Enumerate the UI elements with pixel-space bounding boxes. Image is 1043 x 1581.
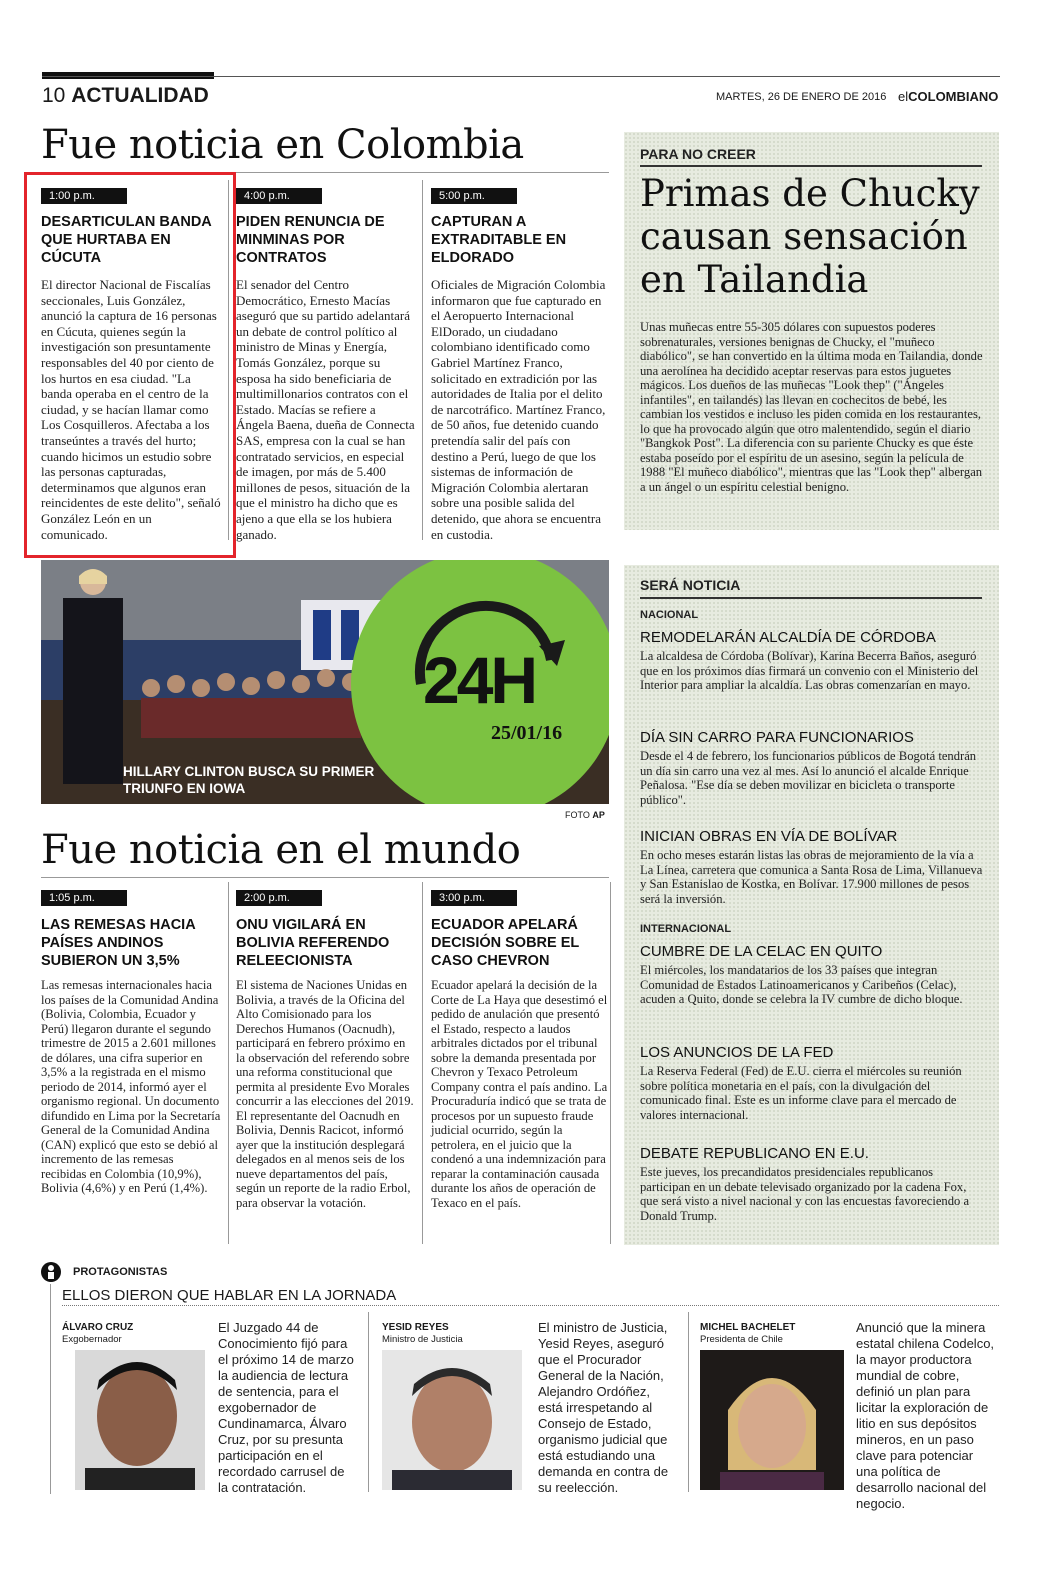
agenda-headline: INICIAN OBRAS EN VÍA DE BOLÍVAR [640,828,898,845]
category-nacional: NACIONAL [640,609,699,621]
story-headline: ONU VIGILARÁ EN BOLIVIA REFERENDO RELEECIONISTA [236,917,390,969]
time-tag: 5:00 p.m. [431,188,517,204]
story-headline: PIDEN RENUNCIA DE MINMINAS POR CONTRATOS [236,214,385,266]
protagonistas-rule-left [50,1284,51,1494]
agenda-body: El miércoles, los mandatarios de los 33 países que integran Comunidad de Estados Latinoamericanos y Caribeños (Celac), acuden a Quito, donde se celebra la IV cumbre de dicho bloque. [640,963,963,1006]
column-divider [228,882,229,1244]
story-body: El director Nacional de Fiscalías seccionales, Luis González, anunció la captura de 16 personas en Cúcuta, quienes según la investigación son presuntamente responsables del 40 por ciento de los hurtos en esa ciudad. "La banda operaba en el centro de la ciudad, y se hacían llamar como Los Cosquilleros. Afectaba a los transeúntes a través del hurto; cuando hicimos un estudio sobre las personas capturadas, determinamos que algunos eran reincidentes de este delito", señaló González León en un comunicado. [41,277,221,542]
agenda-body: La Reserva Federal (Fed) de E.U. cierra el miércoles su reunión sobre política monetaria en el país, con la divulgación del comunicado final. Este es un informe clave para el mercado de valores internacional. [640,1064,962,1122]
agenda-headline: REMODELARÁN ALCALDÍA DE CÓRDOBA [640,629,936,646]
story-body: Las remesas internacionales hacia los países de la Comunidad Andina (Bolivia, Colombia, Ecuador y Perú) llegaron durante el segundo trimestre de 2015 a 2.601 millones de dólares, una cifra superior en 3,5% a la registrada en el mismo periodo de 2014, informó ayer el organismo regional. Un documento difundido en Lima por la Secretaría General de la Comunidad Andina (CAN) explicó que esto se debió al incremento de las remesas recibidas en Colombia (10,9%), Bolivia (4,6%) y en Perú (1,4%). [41,978,221,1195]
photo-credit: FOTO AP [565,810,605,820]
story-body: El sistema de Naciones Unidas en Bolivia, a través de la Oficina del Alto Comisionado para los Derechos Humanos (Oacnudh), participará en febrero próximo en la observación del referendo sobre una reforma constitucional que permita al presidente Evo Morales concurrir a las elecciones del 2019. El representante del Oacnudh en Bolivia, Dennis Racicot, informó ayer que la institución desplegará delegados en al menos seis de los nueve departamentos del país, según un reporte de la radio Erbol, para observar la votación. [236,978,414,1210]
badge-24h: 24H [423,643,536,717]
story-headline: ECUADOR APELARÁ DECISIÓN SOBRE EL CASO CHEVRON [431,917,579,969]
person-name: MICHEL BACHELET [700,1322,796,1333]
person-role: Presidenta de Chile [700,1334,783,1345]
panel-label: PARA NO CREER [640,146,756,162]
person-name: ÁLVARO CRUZ [62,1322,134,1333]
column-divider [228,180,229,540]
mundo-rule [41,877,609,878]
time-tag: 2:00 p.m. [236,890,322,906]
panel-rule [640,597,982,599]
sera-noticia-panel [624,565,999,1245]
story-headline: CAPTURAN A EXTRADITABLE EN ELDORADO [431,214,567,266]
page-header [42,84,209,108]
agenda-body: Este jueves, los precandidatos presidenciales republicanos participan en un debate televisado organizado por la cadena Fox, que será visto a nivel nacional y con las encuestas favoreciendo a Donald Trump. [640,1165,970,1223]
agenda-body: Desde el 4 de febrero, los funcionarios públicos de Bogotá tendrán un día sin carro una vez al mes. Así lo anunció el alcalde Enrique Peñalosa. "Ese día se deben movilizar en bicicleta o transporte público". [640,749,977,807]
agenda-body: La alcaldesa de Córdoba (Bolívar), Karina Becerra Baños, aseguró que en los próximos días firmará un convenio con el Ministerio del Interior para ampliar la alcaldía. Las obras comenzarían en mayo. [640,649,979,692]
person-quote: Anunció que la minera estatal chilena Codelco, la mayor productora mundial de cobre, definió un plan para licitar la exploración de litio en sus depósitos mineros, en un paso clave para potenciar una política de desarrollo nacional del negocio. [856,1320,995,1511]
agenda-headline: CUMBRE DE LA CELAC EN QUITO [640,943,883,960]
story-body: El senador del Centro Democrático, Ernesto Macías aseguró que su partido adelantará un debate de control político al ministro de Minas y Energía, Tomás González, porque su esposa ha sido beneficiaria de multimillonarios contratos con el Estado. Macías se refiere a Ángela Baena, dueña de Connecta SAS, empresa con la cual se han contratado servicios, en especial de imagen, por más de 5.400 millones de pesos, situación de la que el ministro ha dicho que es ajeno a que ella se los hubiera ganado. [236,277,415,542]
story-headline: DESARTICULAN BANDA QUE HURTABA EN CÚCUTA [41,214,212,266]
column-divider [610,882,611,1244]
page-number: 10 [42,84,66,107]
time-tag: 4:00 p.m. [236,188,322,204]
category-internacional: INTERNACIONAL [640,923,732,935]
person-role: Ministro de Justicia [382,1334,463,1345]
person-quote: El ministro de Justicia, Yesid Reyes, aseguró que el Procurador General de la Nación, Alejandro Ordóñez, está irrespetando al Consejo de Estado, organismo judicial que está estudiando una demanda en contra de su reelección. [538,1320,669,1495]
feature-body: Unas muñecas entre 55-305 dólares con supuestos poderes sobrenaturales, versiones benignas de Chucky, el "muñeco diabólico", se han convertido en la última moda en Tailandia, donde una aerolínea ha decidido aceptar reservas para estos juguetes mágicos. Los dueños de las muñecas "Look thep" ("Ángeles infantiles", en tailandés) las llevan en cochecitos de bebé, les cambian los vestidos e incluso les piden comida en los restaurantes, lo que ha provocado algún que otro malentendido, según el diario "Bangkok Post". La diferencia con su pariente Chucky es que éste estaba poseído por el espíritu de un asesino, según la película de 1988 "El muñeco diabólico", mientras que las "Look thep" albergan a un ángel o un espíritu celestial benigno. [640,320,983,494]
person-name: YESID REYES [382,1322,449,1333]
column-divider [422,882,423,1244]
issue-date: MARTES, 26 DE ENERO DE 2016 [716,91,887,103]
newspaper-brand: elCOLOMBIANO [898,89,999,104]
feature-title: Primas de Chucky causan sensación en Tailandia [640,172,980,301]
badge-date: 25/01/16 [491,722,563,744]
avatar [700,1350,844,1490]
protagonistas-rule [62,1305,999,1306]
avatar [75,1350,205,1490]
agenda-headline: LOS ANUNCIOS DE LA FED [640,1044,834,1061]
agenda-headline: DEBATE REPUBLICANO EN E.U. [640,1145,869,1162]
badge-circle [351,560,609,804]
colombia-section-title: Fue noticia en Colombia [41,122,524,168]
time-tag: 1:00 p.m. [41,188,127,204]
story-body: Ecuador apelará la decisión de la Corte de La Haya que desestimó el pedido de anulación que presentó el Estado, respecto a laudos arbitrales dictados por el tribunal sobre la demanda presentada por Chevron y Texaco Petroleum Company contra el país andino. La Procuraduría indicó que se trata de procesos por un supuesto fraude judicial ocurrido, según la petrolera, en el juicio que la condenó a una indemnización para reparar la contaminación causada durante los años de operación de Texaco en el país. [431,978,608,1210]
time-tag: 3:00 p.m. [431,890,517,906]
column-divider [688,1312,689,1492]
header-rule [42,76,1000,77]
person-role: Exgobernador [62,1334,122,1345]
avatar [382,1350,522,1490]
agenda-body: En ocho meses estarán listas las obras de mejoramiento de la vía a La Línea, carretera que comunica a Santa Rosa de Lima, Villanueva y San Estanislao de Kostka, en Bolívar. 17.900 millones de pesos será la inversión. [640,848,983,906]
section-name: ACTUALIDAD [71,84,209,107]
protagonistas-subtitle: ELLOS DIERON QUE HABLAR EN LA JORNADA [62,1287,397,1304]
agenda-headline: DÍA SIN CARRO PARA FUNCIONARIOS [640,729,914,746]
column-divider [422,180,423,540]
person-icon [41,1262,61,1282]
mundo-section-title: Fue noticia en el mundo [41,827,521,873]
person-quote: El Juzgado 44 de Conocimiento fijó para el próximo 14 de marzo la audiencia de lectura de sentencia, para el exgobernador de Cundinamarca, Álvaro Cruz, por su presunta participación en el recordado carrusel de la contratación. [218,1320,354,1495]
panel-rule [640,165,982,167]
photo-caption: HILLARY CLINTON BUSCA SU PRIMER TRIUNFO EN IOWA [123,764,375,796]
story-body: Oficiales de Migración Colombia informaron que fue capturado en el Aeropuerto Internacional ElDorado, un ciudadano colombiano identificado como Gabriel Martínez Franco, solicitado en extradición por las autoridades de Italia por el delito de narcotráfico. Martínez Franco, de 50 años, fue detenido cuando pretendía salir del país con destino a Perú, luego de que los sistemas de información de Migración Colombia alertaran sobre una posible salida del detenido, que ahora se encuentra en custodia. [431,277,606,542]
para-no-creer-panel [624,132,999,530]
time-tag: 1:05 p.m. [41,890,127,906]
column-divider [368,1312,369,1492]
news-photo [41,560,609,804]
panel-label: SERÁ NOTICIA [640,577,741,593]
story-headline: LAS REMESAS HACIA PAÍSES ANDINOS SUBIERON UN 3,5% [41,917,196,969]
protagonistas-label: PROTAGONISTAS [73,1266,168,1278]
